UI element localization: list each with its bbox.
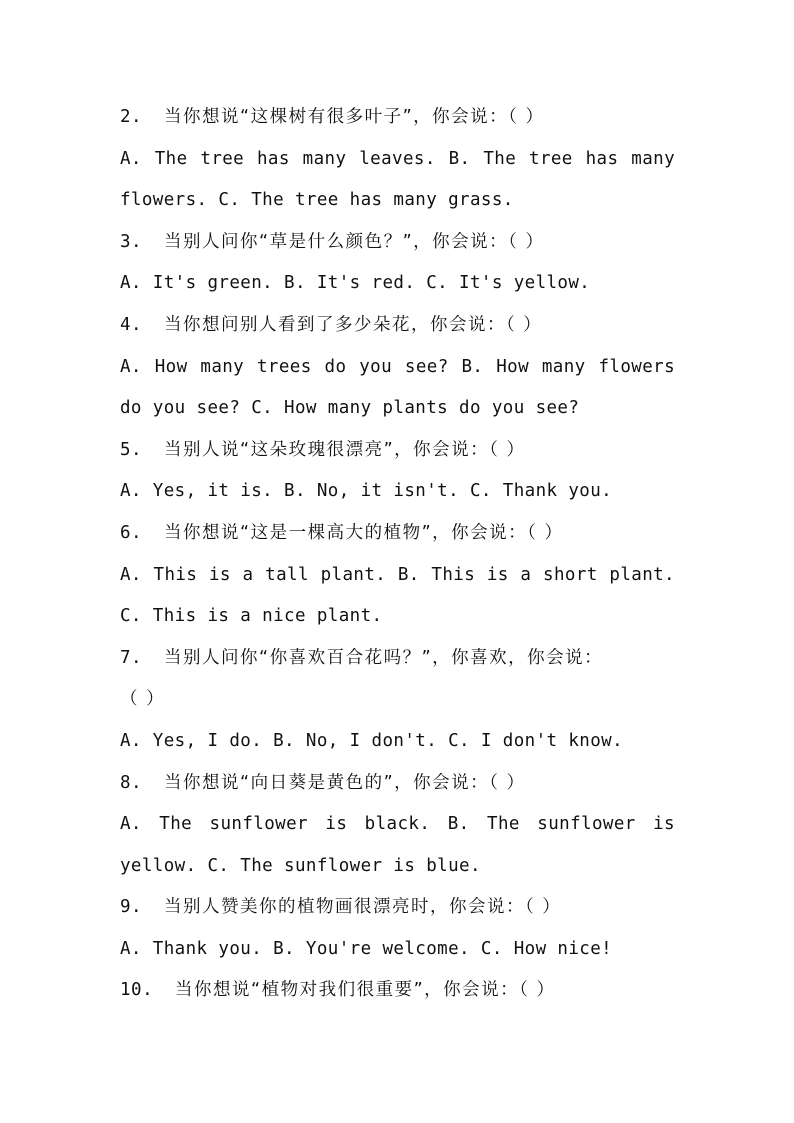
question-7-options-line-1: A. Yes, I do. B. No, I don't. C. I don't know.: [120, 730, 624, 751]
question-7-prompt-continued: [120, 679, 680, 721]
question-4-options-line-2: do you see? C. How many plants do you see?: [120, 398, 580, 419]
question-3-options-line-1: A. It's green. B. It's red. C. It's yellow.: [120, 273, 591, 294]
question-text: 当别人说“这朵玫瑰很漂亮”，你会说：（ ）: [164, 439, 526, 460]
question-2-options-line-1: A. The tree has many leaves. B. The tree has many: [120, 148, 675, 169]
question-number: 9.: [120, 897, 143, 918]
question-number: 10.: [120, 980, 154, 1001]
question-text: 当别人问你“你喜欢百合花吗？”，你喜欢，你会说：: [164, 647, 604, 668]
question-7-prompt: [120, 638, 680, 680]
question-number: 7.: [120, 647, 143, 668]
question-8-options-line-1: A. The sunflower is black. B. The sunflower is: [120, 814, 675, 835]
question-8-options-line-2: yellow. C. The sunflower is blue.: [120, 855, 481, 876]
question-9-options-line-1: A. Thank you. B. You're welcome. C. How nice!: [120, 938, 613, 959]
question-6-options-line-2: C. This is a nice plant.: [120, 606, 383, 627]
question-8-prompt: [120, 763, 680, 805]
question-number: 2.: [120, 107, 143, 127]
question-number: 8.: [120, 772, 143, 793]
question-2-prompt: [120, 97, 680, 139]
question-4-options-line-1: A. How many trees do you see? B. How many flowers: [120, 356, 675, 377]
question-number: 5.: [120, 439, 143, 460]
question-4-prompt: [120, 305, 680, 347]
question-9-prompt: [120, 887, 680, 929]
question-5-options-line-1: A. Yes, it is. B. No, it isn't. C. Thank you.: [120, 481, 613, 502]
question-text: 当你想问别人看到了多少朵花，你会说：（ ）: [164, 314, 543, 335]
answer-blank: （ ）: [120, 689, 166, 710]
question-text: 当你想说“这棵树有很多叶子”，你会说：（ ）: [164, 107, 545, 127]
question-text: 当你想说“植物对我们很重要”，你会说：（ ）: [175, 980, 556, 1001]
question-6-options-line-1: A. This is a tall plant. B. This is a short plant.: [120, 564, 675, 585]
question-text: 当别人问你“草是什么颜色？”，你会说：（ ）: [164, 231, 545, 252]
question-text: 当你想说“这是一棵高大的植物”，你会说：（ ）: [164, 522, 564, 543]
question-5-prompt: [120, 430, 680, 472]
question-3-prompt: [120, 222, 680, 264]
question-text: 当别人赞美你的植物画很漂亮时，你会说：（ ）: [164, 897, 562, 918]
question-text: 当你想说“向日葵是黄色的”，你会说：（ ）: [164, 772, 526, 793]
question-number: 3.: [120, 231, 143, 252]
question-list: [120, 97, 680, 1012]
question-6-prompt: [120, 513, 680, 555]
question-number: 4.: [120, 314, 143, 335]
question-2-options-line-2: flowers. C. The tree has many grass.: [120, 190, 514, 211]
question-number: 6.: [120, 522, 143, 543]
question-10-prompt: [120, 970, 680, 1012]
